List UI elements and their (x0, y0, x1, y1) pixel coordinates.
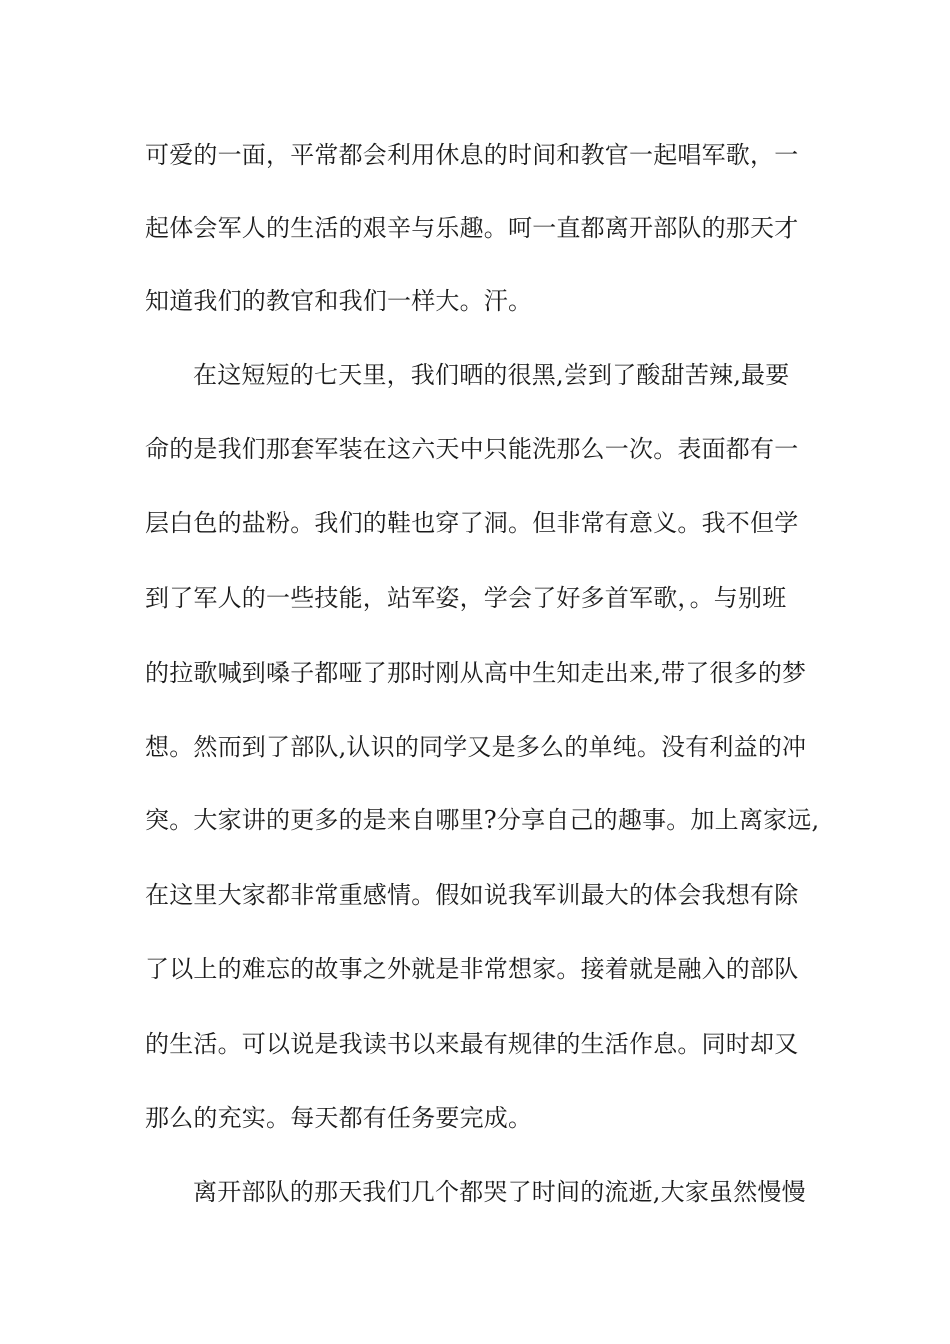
text-line: 知道我们的教官和我们一样大。汗。 (145, 287, 533, 315)
text-line: 在这里大家都非常重感情。假如说我军训最大的体会我想有除 (145, 881, 799, 909)
text-line: 命的是我们那套军装在这六天中只能洗那么一次。表面都有一 (145, 435, 799, 463)
text-line: 想。然而到了部队,认识的同学又是多么的单纯。没有利益的冲 (145, 733, 807, 761)
text-line: 层白色的盐粉。我们的鞋也穿了洞。但非常有意义。我不但学 (145, 509, 799, 537)
text-line: 到了军人的一些技能，站军姿，学会了好多首军歌，。与别班 (145, 584, 787, 612)
text-line: 的拉歌喊到嗓子都哑了那时刚从高中生知走出来,带了很多的梦 (145, 659, 807, 687)
text-line: 可爱的一面，平常都会利用休息的时间和教官一起唱军歌，一 (145, 141, 799, 169)
text-line: 的生活。可以说是我读书以来最有规律的生活作息。同时却又 (145, 1030, 799, 1058)
text-line: 离开部队的那天我们几个都哭了时间的流逝,大家虽然慢慢 (193, 1178, 806, 1206)
text-line: 突。大家讲的更多的是来自哪里?分享自己的趣事。加上离家远, (145, 806, 820, 834)
text-line: 了以上的难忘的故事之外就是非常想家。接着就是融入的部队 (145, 955, 799, 983)
text-line: 起体会军人的生活的艰辛与乐趣。呵一直都离开部队的那天才 (145, 214, 799, 242)
text-line: 那么的充实。每天都有任务要完成。 (145, 1104, 533, 1132)
text-line: 在这短短的七天里，我们晒的很黑,尝到了酸甜苦辣,最要 (193, 361, 790, 389)
